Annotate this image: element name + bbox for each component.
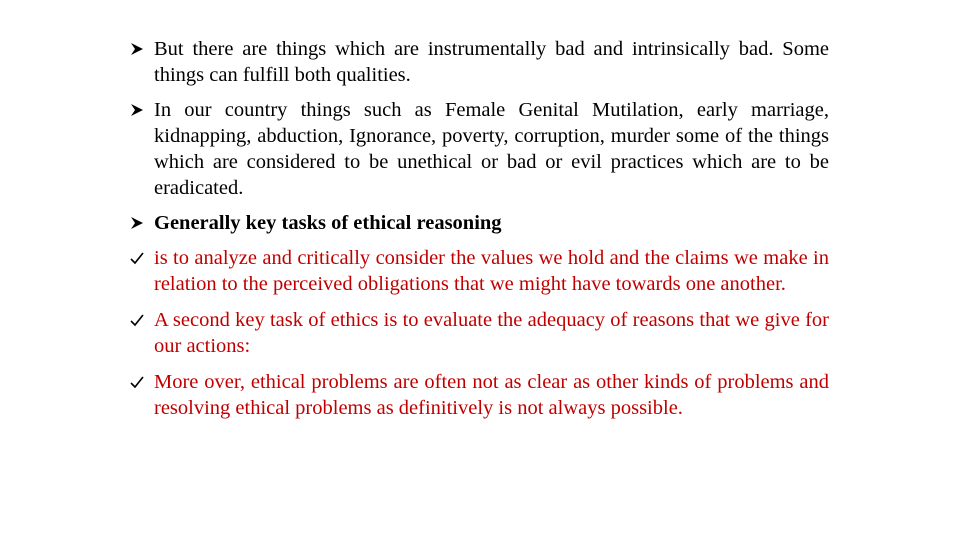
check-item-evaluate-reasons	[129, 307, 829, 359]
check-text: More over, ethical problems are often not as clear as other kinds of problems and resolving ethical problems as definitively is not always possible.	[154, 371, 829, 419]
bullet-item-key-tasks-heading	[129, 210, 829, 236]
arrow-bullet-icon	[129, 97, 149, 123]
bullet-list	[129, 36, 829, 431]
checkmark-bullet-icon	[129, 369, 149, 395]
check-item-analyze-values	[129, 245, 829, 297]
bullet-text: In our country things such as Female Genital Mutilation, early marriage, kidnapping, abduction, Ignorance, poverty, corruption, murder some of the things which are considered to be unethical or bad or evil practices which are to be eradicated.	[154, 99, 829, 199]
bullet-text: Generally key tasks of ethical reasoning	[154, 212, 502, 234]
checkmark-bullet-icon	[129, 307, 149, 333]
checkmark-bullet-icon	[129, 245, 149, 271]
check-item-ethical-problems	[129, 369, 829, 421]
bullet-item-country-practices	[129, 97, 829, 201]
check-text: is to analyze and critically consider the values we hold and the claims we make in relation to the perceived obligations that we might have towards one another.	[154, 247, 829, 295]
arrow-bullet-icon	[129, 36, 149, 62]
bullet-item-bad-things	[129, 36, 829, 88]
check-text: A second key task of ethics is to evaluate the adequacy of reasons that we give for our actions:	[154, 309, 829, 357]
bullet-text: But there are things which are instrumentally bad and intrinsically bad. Some things can fulfill both qualities.	[154, 38, 829, 86]
arrow-bullet-icon	[129, 210, 149, 236]
